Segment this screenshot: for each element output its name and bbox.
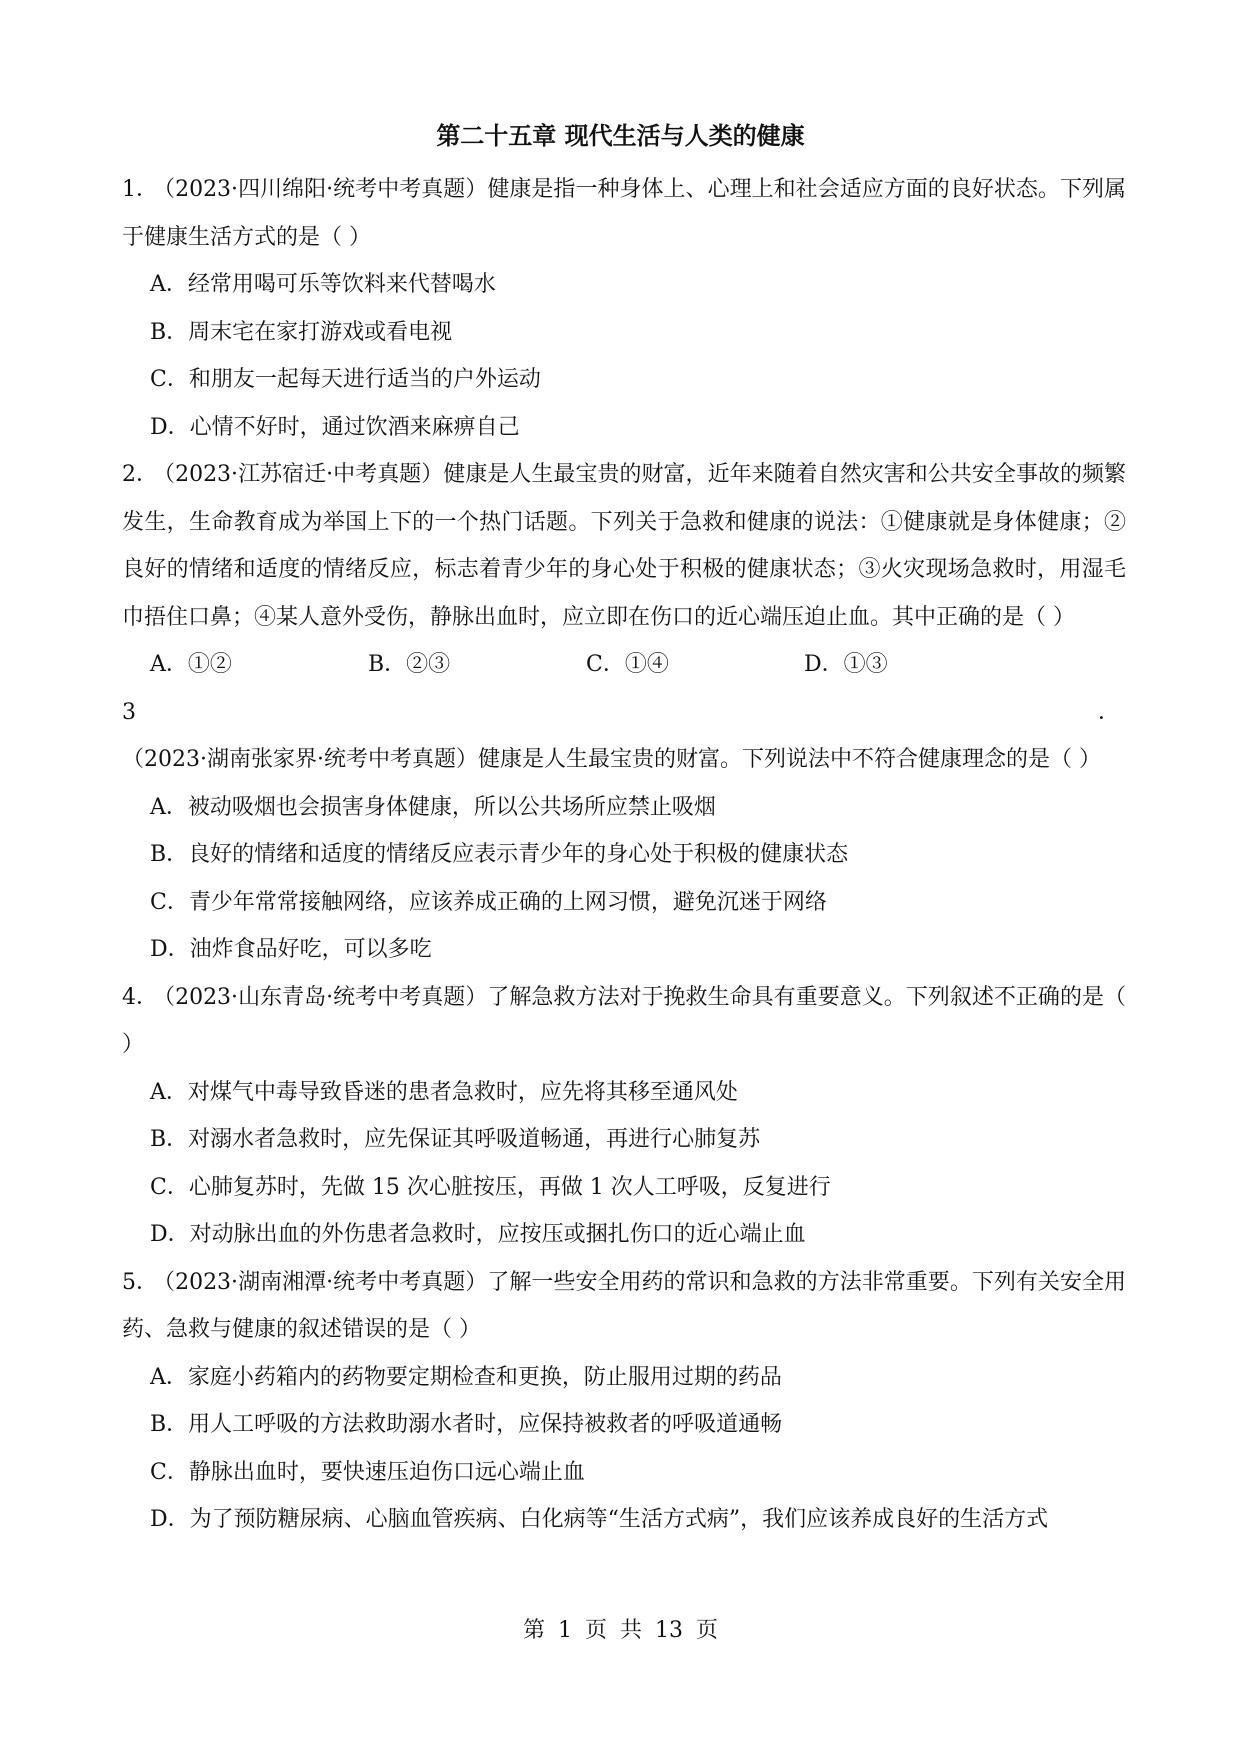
- question-4: [122, 974, 1126, 1259]
- option-c: C．青少年常常接触网络，应该养成正确的上网习惯，避免沉迷于网络: [150, 889, 827, 915]
- option-a: A．对煤气中毒导致昏迷的患者急救时，应先将其移至通风处: [150, 1079, 738, 1105]
- question-stem: [122, 1259, 1126, 1354]
- chapter-title: 第二十五章 现代生活与人类的健康: [436, 121, 805, 150]
- option-d: D．①③: [804, 652, 888, 677]
- option-a: A．被动吸烟也会损害身体健康，所以公共场所应禁止吸烟: [150, 794, 716, 820]
- question-stem: [122, 689, 1126, 784]
- question-number: 5．: [122, 1269, 159, 1295]
- option-c: C．静脉出血时，要快速压迫伤口远心端止血: [150, 1459, 585, 1485]
- option-b: B．对溺水者急救时，应先保证其呼吸道畅通，再进行心肺复苏: [150, 1127, 761, 1152]
- question-text: （2023·湖南张家界·统考中考真题）健康是人生最宝贵的财富。下列说法中不符合健康理念的是（ ）: [122, 747, 1101, 772]
- option-b: B．②③: [368, 652, 451, 677]
- option-d: D．油炸食品好吃，可以多吃: [150, 937, 432, 962]
- option-c: C．①④: [586, 652, 669, 677]
- option-a: A．家庭小药箱内的药物要定期检查和更换，防止服用过期的药品: [150, 1364, 782, 1390]
- question-text: （2023·湖南湘潭·统考中考真题）了解一些安全用药的常识和急救的方法非常重要。下列有关安全用药、急救与健康的叙述错误的是（ ）: [122, 1269, 1126, 1342]
- question-text: （2023·江苏宿迁·中考真题）健康是人生最宝贵的财富，近年来随着自然灾害和公共安全事故的频繁发生，生命教育成为举国上下的一个热门话题。下列关于急救和健康的说法：①健康就是身体健康；②良好的情绪和适度的情绪反应，标志着青少年的身心处于积极的健康状态；③火灾现场急救时，用湿毛巾捂住口鼻；④某人意外受伤，静脉出血时，应立即在伤口的近心端压迫止血。其中正确的是（ ）: [122, 462, 1126, 630]
- question-text: （2023·四川绵阳·统考中考真题）健康是指一种身体上、心理上和社会适应方面的良好状态。下列属于健康生活方式的是（ ）: [122, 177, 1126, 250]
- option-b: B．周末宅在家打游戏或看电视: [150, 319, 453, 345]
- option-c: C．和朋友一起每天进行适当的户外运动: [150, 367, 541, 392]
- option-b: B．良好的情绪和适度的情绪反应表示青少年的身心处于积极的健康状态: [150, 842, 849, 867]
- question-5: [122, 1259, 1126, 1544]
- question-list: [122, 166, 1126, 1544]
- question-2: [122, 451, 1126, 689]
- option-d: D．为了预防糖尿病、心脑血管疾病、白化病等“生活方式病”，我们应该养成良好的生活方式: [150, 1507, 1049, 1532]
- question-1: [122, 166, 1126, 451]
- option-d: D．对动脉出血的外伤患者急救时，应按压或捆扎伤口的近心端止血: [150, 1222, 806, 1247]
- option-d: D．心情不好时，通过饮酒来麻痹自己: [150, 414, 520, 440]
- question-3: [122, 689, 1126, 974]
- option-c: C．心肺复苏时，先做 15 次心脏按压，再做 1 次人工呼吸，反复进行: [150, 1174, 831, 1200]
- question-stem: [122, 974, 1126, 1069]
- question-stem: [122, 451, 1126, 641]
- option-row: [122, 641, 1126, 689]
- page-footer: 第 1 页 共 13 页: [523, 1618, 718, 1643]
- question-number: 3．: [122, 699, 1120, 725]
- question-number: 2．: [122, 462, 159, 487]
- question-number: 1．: [122, 177, 159, 202]
- option-b: B．用人工呼吸的方法救助溺水者时，应保持被救者的呼吸道通畅: [150, 1412, 783, 1437]
- option-a: A．①②: [150, 652, 232, 677]
- question-text: （2023·山东青岛·统考中考真题）了解急救方法对于挽救生命具有重要意义。下列叙述不正确的是（ ）: [122, 984, 1126, 1057]
- option-a: A．经常用喝可乐等饮料来代替喝水: [150, 272, 496, 297]
- question-number: 4．: [122, 984, 159, 1010]
- question-stem: [122, 166, 1126, 261]
